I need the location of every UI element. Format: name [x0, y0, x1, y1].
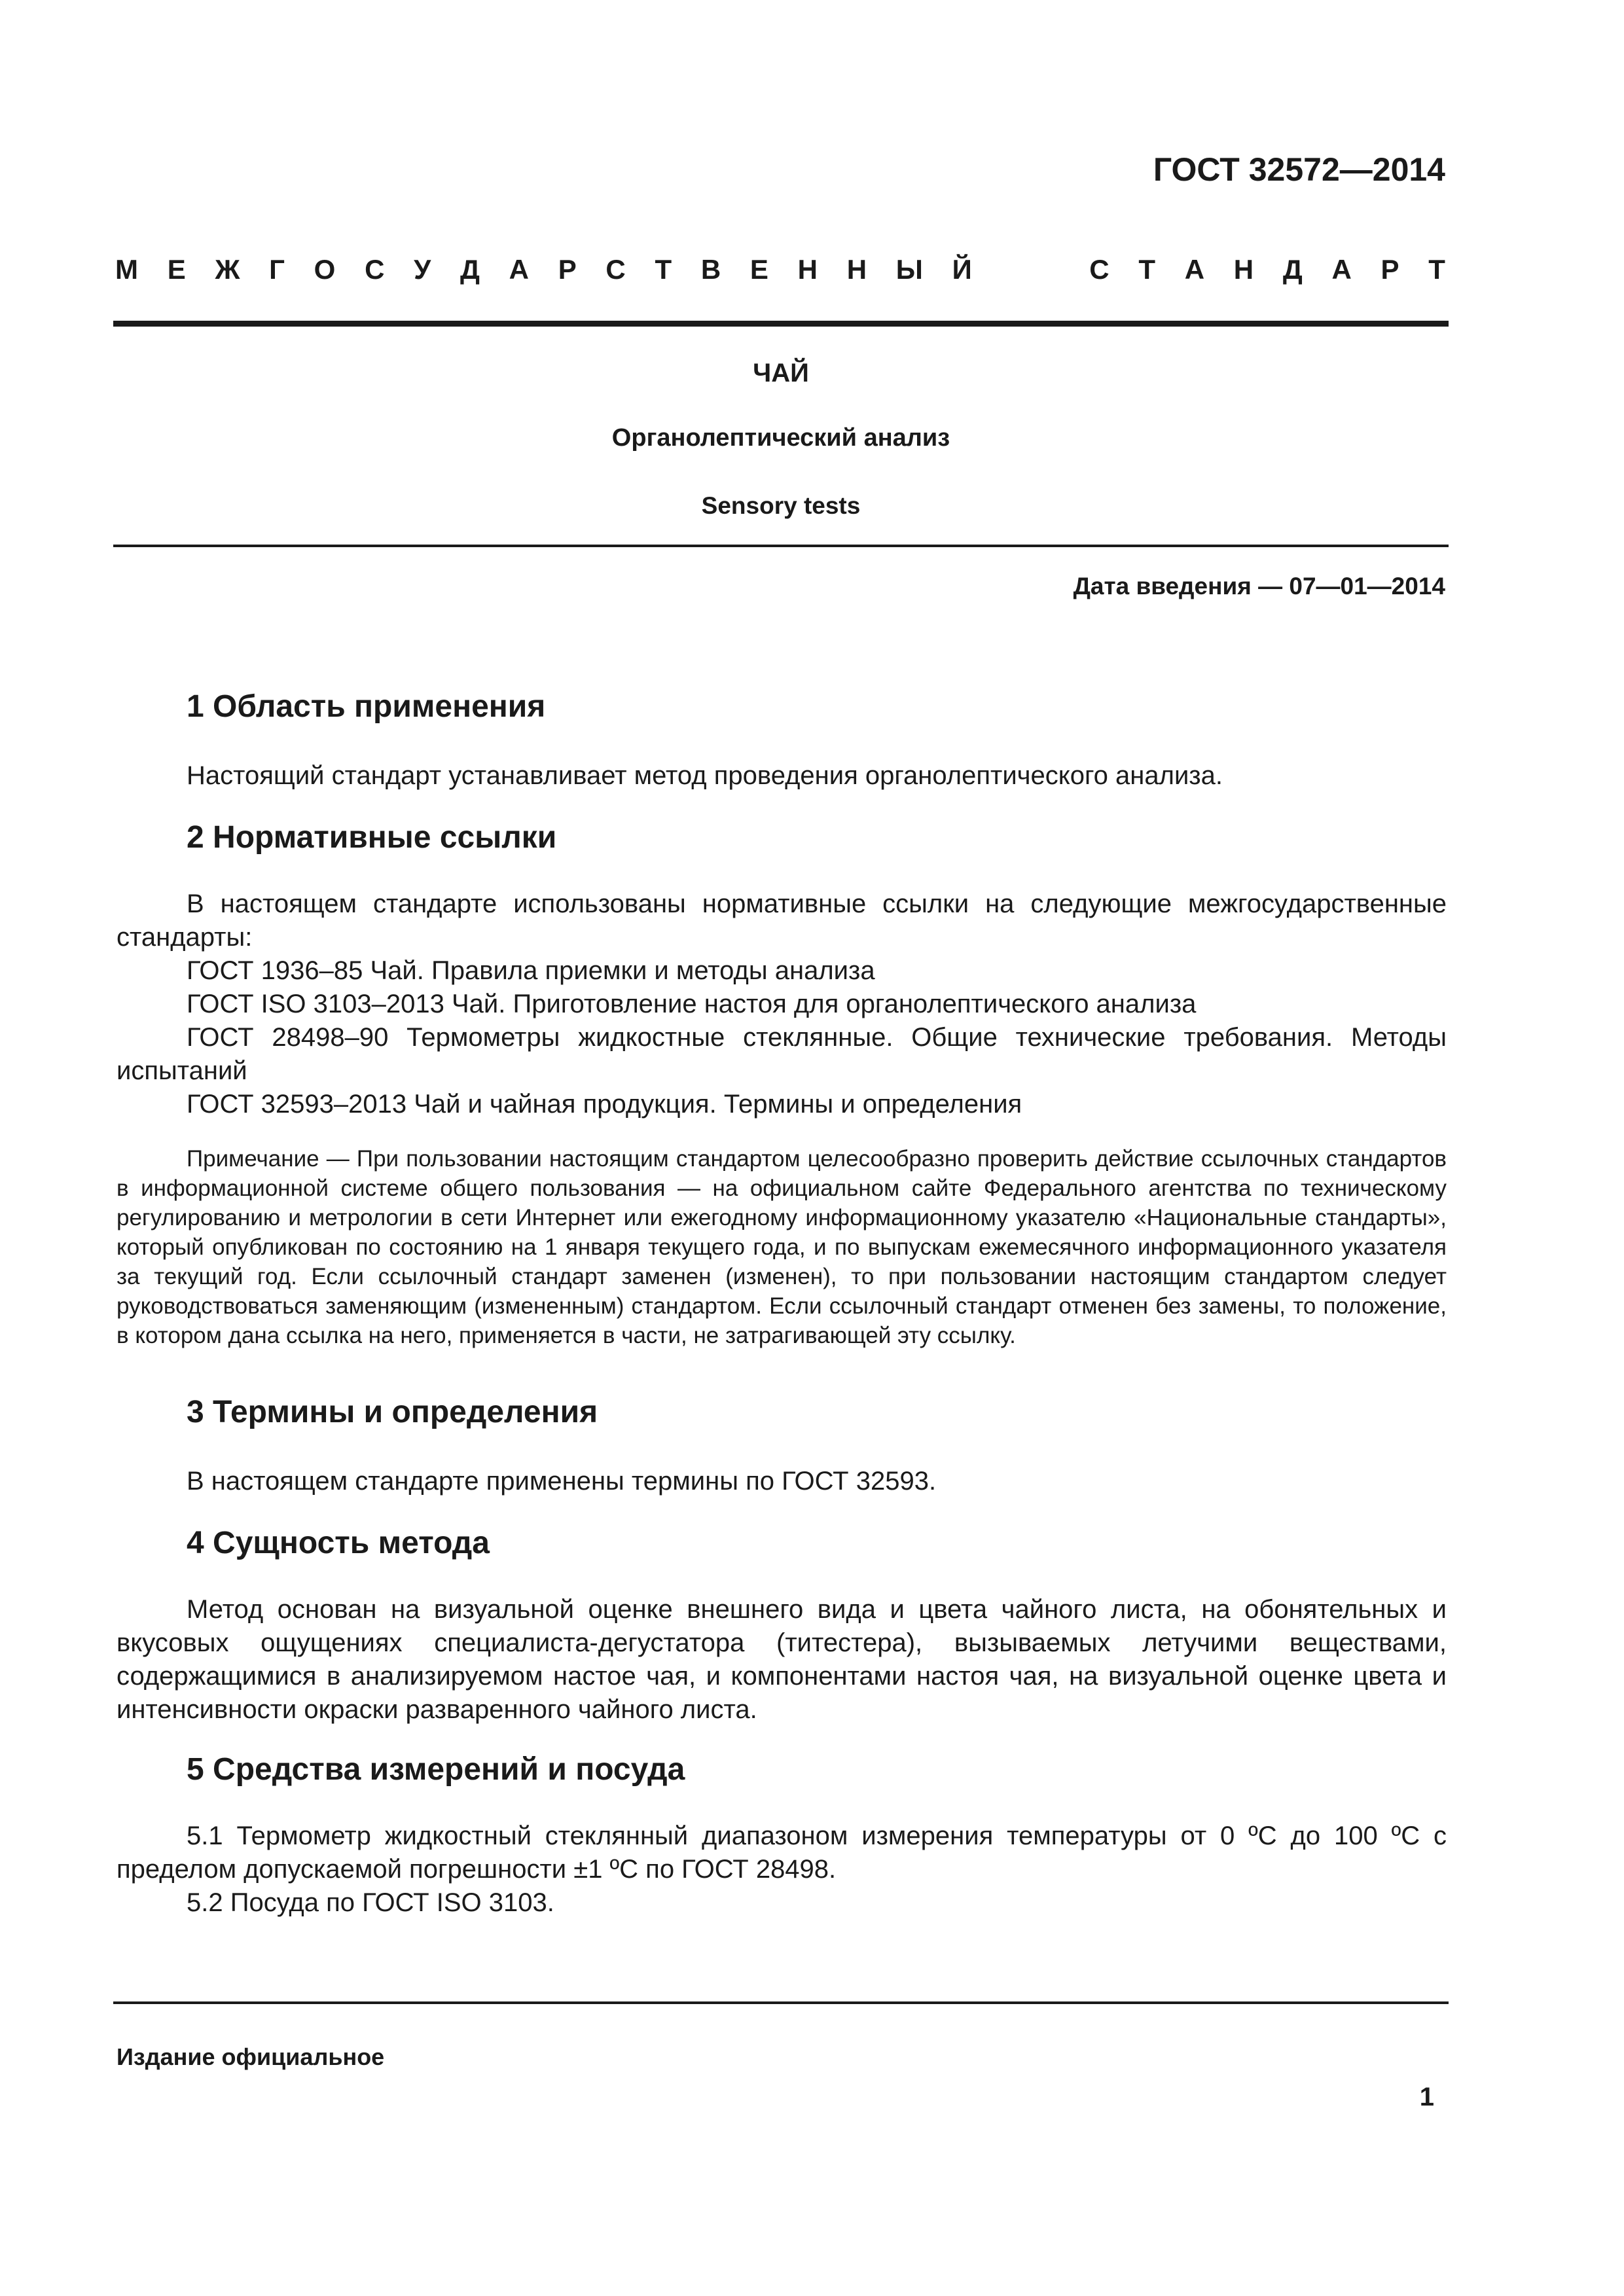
- introduction-date: Дата введения — 07—01—2014: [1073, 573, 1445, 600]
- interstate-letter: Р: [558, 254, 577, 285]
- interstate-letter: Ж: [215, 254, 240, 285]
- section-paragraph: [117, 888, 1447, 954]
- paragraph-text: Метод основан на визуальной оценке внешнего вида и цвета чайного листа, на обонятельных и вкусовых ощущениях специалиста-дегустатора (титестера), вызываемых летучими веществами, содержащимися в анализируемом настое чая, и компонентами настоя чая, на визуальной оценке цвета и интенсивности окраски разваренного чайного листа.: [117, 1595, 1447, 1724]
- reference-item: ГОСТ ISO 3103–2013 Чай. Приготовление настоя для органолептического анализа: [187, 990, 1197, 1018]
- section-heading: 2 Нормативные ссылки: [187, 820, 557, 855]
- interstate-letter: Т: [655, 254, 672, 285]
- section-heading: 3 Термины и определения: [187, 1395, 598, 1429]
- standard-letter: А: [1184, 254, 1205, 285]
- section-heading: 5 Средства измерений и посуда: [187, 1752, 685, 1787]
- section-paragraph: [117, 1820, 1447, 1886]
- standard-letter: Д: [1282, 254, 1303, 285]
- interstate-letter: Д: [460, 254, 480, 285]
- interstate-letter: В: [700, 254, 721, 285]
- document-subtitle: Органолептический анализ: [611, 424, 950, 452]
- standard-letter: Т: [1138, 254, 1155, 285]
- word-gap: [1001, 254, 1060, 285]
- interstate-letter: Н: [846, 254, 867, 285]
- section-heading: 4 Сущность метода: [187, 1526, 490, 1560]
- note-paragraph: [117, 1144, 1447, 1350]
- interstate-standard-heading: [115, 254, 1445, 285]
- official-edition-label: Издание официальное: [117, 2043, 385, 2070]
- interstate-letter: О: [314, 254, 336, 285]
- interstate-letter: Г: [269, 254, 285, 285]
- document-title-english: Sensory tests: [701, 492, 861, 519]
- interstate-letter: А: [509, 254, 529, 285]
- interstate-letter: С: [365, 254, 385, 285]
- gost-number: ГОСТ 32572—2014: [1153, 151, 1445, 188]
- paragraph-text: 5.1 Термометр жидкостный стеклянный диапазоном измерения температуры от 0 ºС до 100 ºС с пределом допускаемой погрешности ±1 ºС по ГОСТ 28498.: [117, 1821, 1447, 1884]
- standard-letter: С: [1089, 254, 1110, 285]
- section-text: В настоящем стандарте применены термины по ГОСТ 32593.: [187, 1467, 937, 1496]
- interstate-letter: С: [605, 254, 626, 285]
- standard-letter: Р: [1380, 254, 1399, 285]
- document-title: ЧАЙ: [753, 359, 809, 387]
- section-paragraph: [117, 1593, 1447, 1727]
- section-heading: 1 Область применения: [187, 689, 546, 724]
- reference-item: [117, 1021, 1447, 1088]
- header-rule: [113, 321, 1449, 327]
- title-rule: [113, 545, 1449, 547]
- note-text: Примечание — При пользовании настоящим стандартом целесообразно проверить действие ссылочных стандартов в информационной системе общего пользования — на официальном сайте Федерального агентства по техническому регулированию и метрологии в сети Интернет или ежегодному информационному указателю «Национальные стандарты», который опубликован по состоянию на 1 января текущего года, и по выпускам ежемесячного информационного указателя за текущий год. Если ссылочный стандарт заменен (изменен), то при пользовании настоящим стандартом следует руководствоваться заменяющим (измененным) стандартом. Если ссылочный стандарт отменен без замены, то положение, в котором дана ссылка на него, применяется в части, не затрагивающей эту ссылку.: [117, 1146, 1447, 1348]
- reference-item: ГОСТ 1936–85 Чай. Правила приемки и методы анализа: [187, 956, 875, 985]
- interstate-letter: Ы: [895, 254, 923, 285]
- reference-text: ГОСТ 28498–90 Термометры жидкостные стеклянные. Общие технические требования. Методы испытаний: [117, 1023, 1447, 1085]
- interstate-letter: Е: [749, 254, 768, 285]
- standard-letter: Н: [1233, 254, 1254, 285]
- paragraph-text: В настоящем стандарте использованы нормативные ссылки на следующие межгосударственные стандарты:: [117, 889, 1447, 952]
- section-text: Настоящий стандарт устанавливает метод проведения органолептического анализа.: [187, 761, 1223, 790]
- reference-item: ГОСТ 32593–2013 Чай и чайная продукция. Термины и определения: [187, 1090, 1022, 1119]
- standard-letter: Т: [1428, 254, 1445, 285]
- interstate-letter: У: [414, 254, 431, 285]
- footer-rule: [113, 2001, 1449, 2004]
- interstate-letter: Й: [952, 254, 972, 285]
- standard-letter: А: [1331, 254, 1352, 285]
- interstate-letter: М: [115, 254, 138, 285]
- page-number: 1: [1419, 2083, 1434, 2111]
- interstate-letter: Е: [167, 254, 186, 285]
- interstate-letter: Н: [797, 254, 818, 285]
- section-text: 5.2 Посуда по ГОСТ ISO 3103.: [187, 1888, 554, 1917]
